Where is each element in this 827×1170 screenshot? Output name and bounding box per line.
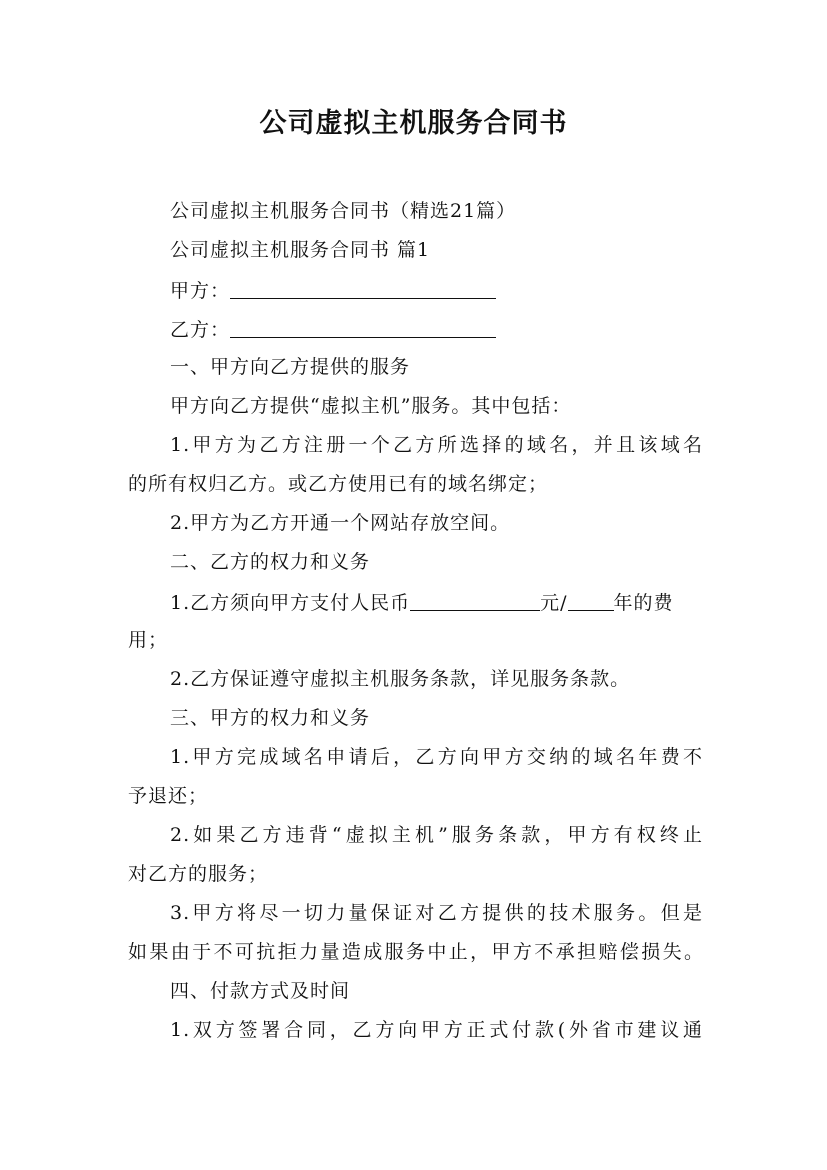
section4-heading: 四、付款方式及时间	[170, 980, 351, 1002]
section2-item1-line1	[170, 588, 703, 616]
section3-item2-line2: 对乙方的服务；	[128, 863, 269, 885]
party-a-label: 甲方：	[170, 280, 231, 302]
party-b-line	[170, 315, 703, 343]
section2-item1-line2: 用；	[128, 629, 169, 651]
section1-item1-line1: 1.甲方为乙方注册一个乙方所选择的域名，并且该域名	[170, 434, 703, 456]
section1-item2: 2.甲方为乙方开通一个网站存放空间。	[170, 512, 511, 534]
party-a-line	[170, 276, 703, 304]
section1-heading: 一、甲方向乙方提供的服务	[170, 356, 411, 378]
document-subtitle: 公司虚拟主机服务合同书（精选21篇）	[170, 200, 517, 222]
section2-item1-prefix: 1.乙方须向甲方支付人民币	[170, 592, 411, 614]
section3-item3-line2: 如果由于不可抗拒力量造成服务中止，甲方不承担赔偿损失。	[128, 941, 703, 963]
section1-intro: 甲方向乙方提供“虚拟主机”服务。其中包括：	[170, 395, 572, 417]
section3-item1-line1: 1.甲方完成域名申请后，乙方向甲方交纳的域名年费不	[170, 746, 703, 768]
section1-item1-line2: 的所有权归乙方。或乙方使用已有的域名绑定；	[128, 473, 549, 495]
section2-item1-suffix: 年的费	[613, 592, 674, 614]
section3-item2-line1: 2.如果乙方违背“虚拟主机”服务条款，甲方有权终止	[170, 824, 703, 846]
section2-item1-mid: 元/	[540, 592, 568, 614]
section3-heading: 三、甲方的权力和义务	[170, 707, 371, 729]
article-heading: 公司虚拟主机服务合同书 篇1	[170, 239, 431, 261]
fee-amount-blank	[410, 590, 540, 611]
section2-item2: 2.乙方保证遵守虚拟主机服务条款，详见服务条款。	[170, 668, 631, 690]
fee-years-blank	[568, 590, 614, 611]
party-a-blank	[230, 278, 496, 299]
document-title: 公司虚拟主机服务合同书	[259, 108, 568, 139]
party-b-blank	[230, 317, 496, 338]
section3-item1-line2: 予退还；	[128, 785, 209, 807]
section4-item1-line1: 1.双方签署合同，乙方向甲方正式付款(外省市建议通	[170, 1019, 703, 1041]
section3-item3-line1: 3.甲方将尽一切力量保证对乙方提供的技术服务。但是	[170, 902, 703, 924]
section2-heading: 二、乙方的权力和义务	[170, 551, 371, 573]
party-b-label: 乙方：	[170, 319, 231, 341]
